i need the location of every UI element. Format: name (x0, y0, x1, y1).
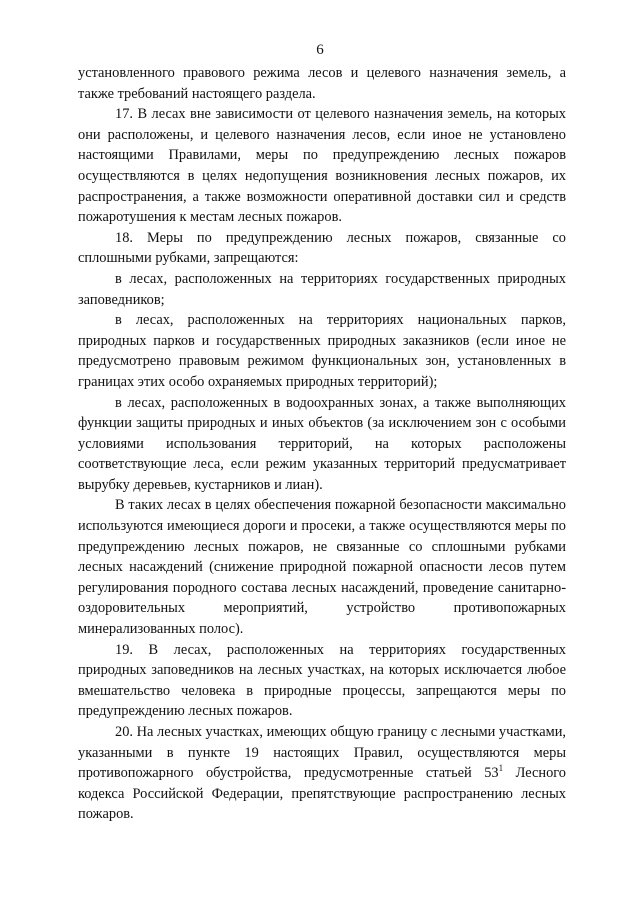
paragraph-item-20-tail: Лесного кодекса Российской Федерации, препятствующие распространению лесных пожаров. (78, 765, 567, 823)
document-body (78, 63, 566, 825)
paragraph-item-17: 17. В лесах вне зависимости от целевого назначения земель, на которых они расположены, и целевого назначения лесов, если иное не установлено настоящими Правилами, меры по предупреждению лесных пожаров осуществляются в целях недопущения возникновения лесных пожаров, их распространения, а также возможности оперативной доставки сил и средств пожаротушения к местам лесных пожаров. (78, 106, 566, 226)
paragraph-continuation: установленного правового режима лесов и целевого назначения земель, а также требований настоящего раздела. (78, 65, 566, 102)
page-number: 6 (316, 42, 324, 58)
paragraph-item-18: 18. Меры по предупреждению лесных пожаров, связанные со сплошными рубками, запрещаются: (78, 229, 566, 267)
paragraph-item-18-water-zones: в лесах, расположенных в водоохранных зонах, а также выполняющих функции защиты природных и иных объектов (за исключением зон с особыми условиями использования территорий, на которых расположены соответствующие леса, если режим указанных территорий предусматривает вырубку деревьев, кустарников и лиан). (78, 394, 566, 493)
paragraph-item-20 (78, 722, 566, 825)
paragraph-such-forests: В таких лесах в целях обеспечения пожарной безопасности максимально используются имеющиеся дороги и просеки, а также осуществляются меры по предупреждению лесных пожаров, не связанные со сплошными рубками лесных насаждений (снижение природной пожарной опасности лесов путем регулирования породного состава лесных насаждений, проведение санитарно-оздоровительных мероприятий, устройство противопожарных минерализованных полос). (78, 497, 566, 638)
paragraph-item-18-national-parks: в лесах, расположенных на территориях национальных парков, природных парков и государственных природных заказников (если иное не предусмотрено правовым режимом функциональных зон, установленных в границах этих особо охраняемых природных территорий); (78, 312, 566, 390)
paragraph-item-19: 19. В лесах, расположенных на территориях государственных природных заповедников на лесных участках, на которых исключается любое вмешательство человека в природные процессы, запрещаются меры по предупреждению лесных пожаров. (78, 641, 566, 720)
article-superscript: 1 (498, 763, 504, 774)
paragraph-item-18-reserves: в лесах, расположенных на территориях государственных природных заповедников; (78, 270, 566, 308)
paragraph-item-20-text: 20. На лесных участках, имеющих общую границу с лесными участками, указанными в пункте 19 настоящих Правил, осуществляются меры противопожарного обустройства, предусмотренные статьей 53 (78, 724, 566, 782)
